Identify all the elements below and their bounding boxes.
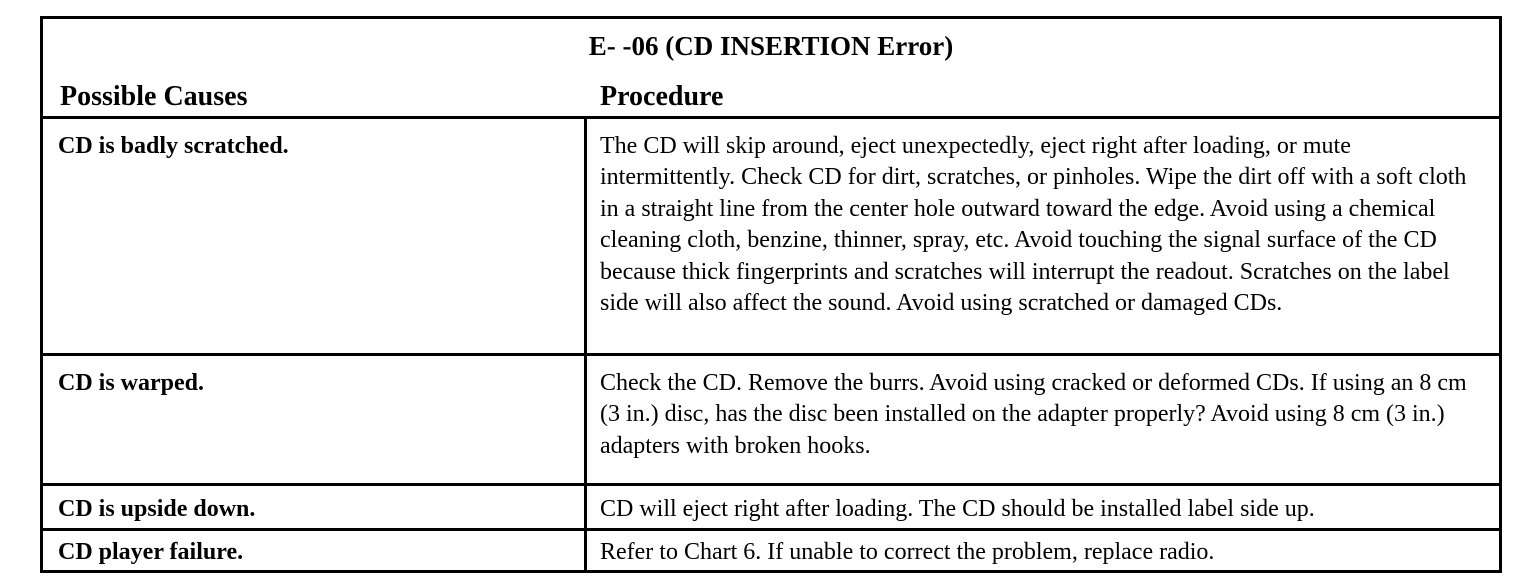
table-row: [43, 531, 1499, 573]
procedure-cell: Check the CD. Remove the burrs. Avoid using cracked or deformed CDs. If using an 8 cm (3 in.) disc, has the disc been installed on the adapter properly? Avoid using 8 cm (3 in.) adapters with broken hooks.: [600, 370, 1467, 459]
table-header-row: [43, 69, 1499, 119]
header-procedure: Procedure: [600, 81, 724, 112]
table-row: [43, 486, 1499, 531]
procedure-cell: Refer to Chart 6. If unable to correct the problem, replace radio.: [600, 539, 1215, 565]
error-table: [40, 16, 1502, 573]
cause-cell: CD is upside down.: [58, 496, 256, 522]
table-row: [43, 119, 1499, 356]
cause-cell: CD player failure.: [58, 539, 244, 565]
table-title: E- -06 (CD INSERTION Error): [588, 31, 954, 61]
procedure-cell: CD will eject right after loading. The CD should be installed label side up.: [600, 496, 1315, 522]
procedure-cell: The CD will skip around, eject unexpectedly, eject right after loading, or mute intermittently. Check CD for dirt, scratches, or pinholes. Wipe the dirt off with a soft cloth in a straight line from the center hole outward toward the edge. Avoid using a chemical cleaning cloth, benzine, thinner, spray, etc. Avoid touching the signal surface of the CD because thick fingerprints and scratches will interrupt the readout. Scratches on the label side will also affect the sound. Avoid using scratched or damaged CDs.: [600, 133, 1467, 317]
cause-cell: CD is badly scratched.: [58, 133, 289, 159]
cause-cell: CD is warped.: [58, 370, 205, 396]
table-row: [43, 356, 1499, 486]
header-possible-causes: Possible Causes: [60, 81, 248, 112]
